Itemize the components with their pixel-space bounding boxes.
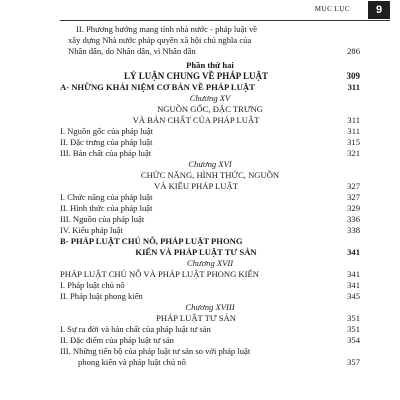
toc-entry-cont: Nhân dân, do Nhân dân, vì Nhân dân 286 xyxy=(68,46,360,56)
toc-entry: III. Nguồn của pháp luật 336 xyxy=(60,214,360,224)
toc-entry: II. Pháp luật phong kiến 345 xyxy=(60,291,360,301)
toc-entry: I. Sự ra đời và bản chất của pháp luật tư sản 351 xyxy=(60,324,360,334)
toc-entry: II. Đặc điểm của pháp luật tư sản 354 xyxy=(60,335,360,345)
chapter-label: Chương XVIII xyxy=(185,302,235,312)
page-number-badge: 9 xyxy=(368,1,390,19)
running-title: MỤC LỤC xyxy=(314,5,350,13)
toc-entry: III. Bản chất của pháp luật 321 xyxy=(60,148,360,158)
chapter-title: VÀ KIỂU PHÁP LUẬT 327 xyxy=(154,181,360,191)
toc-entry: I. Pháp luật chủ nô 341 xyxy=(60,280,360,290)
chapter-title: CHỨC NĂNG, HÌNH THỨC, NGUỒN xyxy=(140,170,280,180)
section-b-title: B- PHÁP LUẬT CHỦ NÔ, PHÁP LUẬT PHONG xyxy=(60,236,243,246)
chapter-label: Chương XVI xyxy=(188,159,232,169)
toc-entry: I. Nguồn gốc của pháp luật 311 xyxy=(60,126,360,136)
part-label: Phần thứ hai xyxy=(186,60,234,70)
toc-entry: III. Những tiến bộ của pháp luật tư sản so với pháp luật xyxy=(60,346,251,356)
chapter-label: Chương XVII xyxy=(186,258,234,268)
table-of-contents xyxy=(60,24,360,368)
toc-page xyxy=(60,0,390,400)
section-a-title: A- NHỮNG KHÁI NIỆM CƠ BẢN VỀ PHÁP LUẬT 311 xyxy=(60,82,360,92)
chapter-title: NGUỒN GỐC, ĐẶC TRƯNG xyxy=(157,104,263,114)
toc-entry-cont: phong kiến và pháp luật chủ nô 357 xyxy=(78,357,360,367)
part-title: LÝ LUẬN CHUNG VỀ PHÁP LUẬT 309 xyxy=(123,71,360,81)
toc-entry: II. Đặc trưng của pháp luật 315 xyxy=(60,137,360,147)
page-header xyxy=(60,0,390,21)
chapter-label: Chương XV xyxy=(189,93,231,103)
toc-entry: II. Hình thức của pháp luật 329 xyxy=(60,203,360,213)
toc-entry: II. Phương hướng mang tính nhà nước - pháp luật về xyxy=(76,24,258,34)
toc-entry: I. Chức năng của pháp luật 327 xyxy=(60,192,360,202)
toc-entry-cont: xây dựng Nhà nước pháp quyền xã hội chủ nghĩa của xyxy=(68,35,252,45)
chapter-title: PHÁP LUẬT TƯ SẢN 351 xyxy=(156,313,360,323)
chapter-title: VÀ BẢN CHẤT CỦA PHÁP LUẬT 311 xyxy=(132,115,360,125)
toc-entry: IV. Kiểu pháp luật 338 xyxy=(60,225,360,235)
chapter-title: PHÁP LUẬT CHỦ NÔ VÀ PHÁP LUẬT PHONG KIẾN 341 xyxy=(60,269,360,279)
section-b-title-cont: KIẾN VÀ PHÁP LUẬT TƯ SẢN 341 xyxy=(135,247,360,257)
